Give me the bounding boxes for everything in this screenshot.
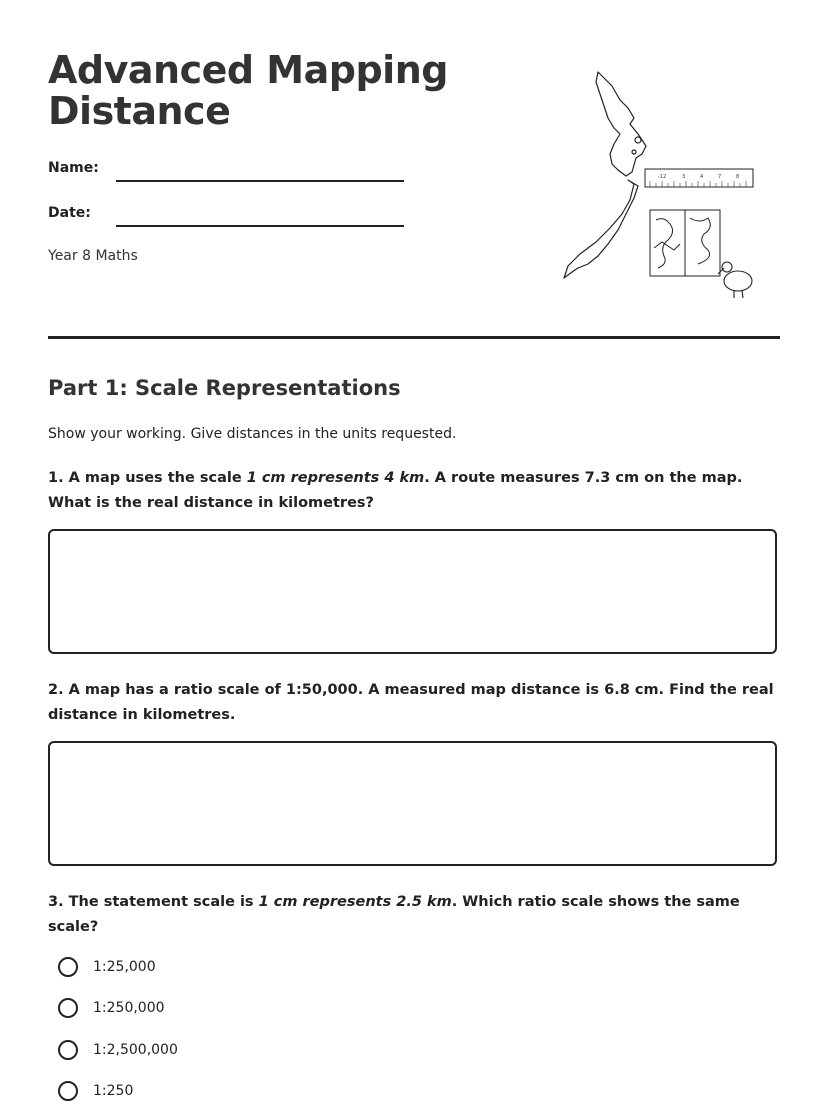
option-label: 1:25,000 [93, 959, 156, 975]
instructions-text: Show your working. Give distances in the units requested. [48, 426, 457, 442]
worksheet-illustration [548, 58, 770, 308]
question-1-suffix: . A route measures 7.3 cm on the map. What is the real distance in kilometres? [48, 470, 743, 511]
option-label: 1:250,000 [93, 1000, 165, 1016]
ruler-tick: 4 [700, 174, 704, 180]
question-3-prefix: 3. The statement scale is [48, 894, 259, 910]
title-line-1: Advanced Mapping [48, 48, 448, 92]
question-2 [48, 678, 783, 728]
section-title: Part 1: Scale Representations [48, 376, 401, 400]
new-zealand-map-icon [564, 72, 646, 278]
name-label: Name: [48, 160, 99, 176]
ruler-tick: -12 [658, 174, 667, 180]
question-1 [48, 466, 783, 516]
radio-button[interactable] [58, 957, 78, 977]
question-3 [48, 890, 783, 940]
kiwi-bird-icon [718, 262, 752, 298]
question-3-suffix: . Which ratio scale shows the same scale? [48, 894, 740, 935]
header-divider [48, 336, 780, 339]
answer-box-1[interactable] [48, 529, 777, 654]
worksheet-title [48, 50, 468, 132]
answer-box-2[interactable] [48, 741, 777, 866]
option-2[interactable] [58, 996, 165, 1020]
option-1[interactable] [58, 955, 156, 979]
date-field[interactable] [116, 225, 404, 227]
ruler-tick: 8 [736, 174, 740, 180]
title-line-2: Distance [48, 89, 231, 133]
name-field[interactable] [116, 180, 404, 182]
option-label: 1:2,500,000 [93, 1042, 178, 1058]
subject-label: Year 8 Maths [48, 248, 138, 264]
radio-button[interactable] [58, 998, 78, 1018]
ruler-icon [645, 169, 753, 187]
question-3-scale: 1 cm represents 2.5 km [258, 894, 452, 910]
option-4[interactable] [58, 1079, 133, 1103]
option-label: 1:250 [93, 1083, 134, 1099]
ruler-tick: 7 [718, 174, 722, 180]
folded-map-icon [650, 210, 720, 276]
ruler-tick: 3 [682, 174, 686, 180]
date-label: Date: [48, 205, 91, 221]
radio-button[interactable] [58, 1081, 78, 1101]
question-1-scale: 1 cm represents 4 km [246, 470, 425, 486]
question-1-prefix: 1. A map uses the scale [48, 470, 247, 486]
radio-button[interactable] [58, 1040, 78, 1060]
option-3[interactable] [58, 1038, 178, 1062]
question-2-text: 2. A map has a ratio scale of 1:50,000. A measured map distance is 6.8 cm. Find the real distance in kilometres. [48, 682, 774, 723]
